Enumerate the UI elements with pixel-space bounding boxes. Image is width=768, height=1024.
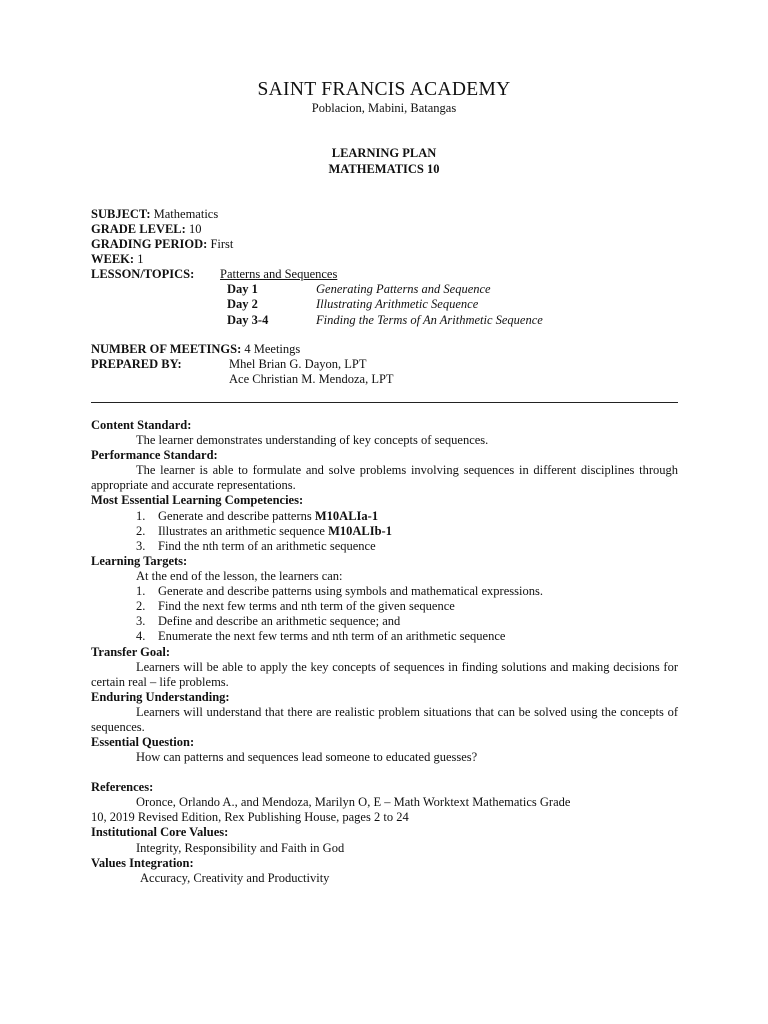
core-values-heading: Institutional Core Values: (91, 825, 229, 839)
melc-code: M10ALIa-1 (314, 509, 379, 523)
subject-label: SUBJECT: (91, 207, 151, 221)
core-values-text: Integrity, Responsibility and Faith in God (136, 841, 345, 855)
target-item (136, 599, 455, 614)
period-value: First (210, 237, 234, 251)
grade-value: 10 (188, 222, 202, 236)
school-name: SAINT FRANCIS ACADEMY (257, 79, 511, 100)
target-number: 1. (136, 584, 146, 598)
target-number: 3. (136, 614, 146, 628)
melc-item (136, 509, 378, 524)
day-topic: Generating Patterns and Sequence (316, 282, 491, 296)
performance-standard-text: The learner is able to formulate and solve problems involving sequences in different disciplines through appropriate and accurate representations. (91, 463, 678, 492)
period-label: GRADING PERIOD: (91, 237, 208, 251)
meetings-label: NUMBER OF MEETINGS: (91, 342, 242, 356)
lesson-label: LESSON/TOPICS: (91, 267, 195, 281)
references-heading: References: (91, 780, 154, 794)
day-label: Day 1 (227, 282, 258, 296)
melc-heading: Most Essential Learning Competencies: (91, 493, 304, 507)
week-line (91, 252, 143, 267)
day-label: Day 3-4 (227, 313, 269, 327)
school-address: Poblacion, Mabini, Batangas (311, 101, 457, 115)
period-line (91, 237, 233, 252)
targets-heading: Learning Targets: (91, 554, 188, 568)
melc-text: Find the nth term of an arithmetic sequence (158, 539, 376, 553)
melc-text: Generate and describe patterns (158, 509, 312, 523)
enduring-understanding-text: Learners will understand that there are realistic problem situations that can be solved using the concepts of sequences. (91, 705, 678, 734)
subject-value: Mathematics (153, 207, 219, 221)
reference-line: Oronce, Orlando A., and Mendoza, Marilyn O, E – Math Worktext Mathematics Grade (136, 795, 571, 809)
targets-intro: At the end of the lesson, the learners can: (136, 569, 343, 583)
grade-line (91, 222, 201, 237)
melc-item (136, 539, 376, 554)
essential-question-heading: Essential Question: (91, 735, 195, 749)
melc-number: 3. (136, 539, 146, 553)
values-integration-text: Accuracy, Creativity and Productivity (140, 871, 330, 885)
transfer-goal-text: Learners will be able to apply the key concepts of sequences in finding solutions and making decisions for certain real – life problems. (91, 660, 678, 689)
target-number: 4. (136, 629, 146, 643)
melc-number: 2. (136, 524, 146, 538)
preparer-name: Mhel Brian G. Dayon, LPT (229, 357, 367, 371)
essential-question-text: How can patterns and sequences lead someone to educated guesses? (136, 750, 478, 764)
week-value: 1 (137, 252, 144, 266)
plan-subject-title: MATHEMATICS 10 (328, 162, 440, 176)
transfer-goal-heading: Transfer Goal: (91, 645, 171, 659)
melc-item (136, 524, 392, 539)
melc-number: 1. (136, 509, 146, 523)
values-integration-heading: Values Integration: (91, 856, 194, 870)
subject-line (91, 207, 218, 222)
enduring-understanding-heading: Enduring Understanding: (91, 690, 230, 704)
melc-code: M10ALIb-1 (328, 524, 392, 538)
target-text: Generate and describe patterns using symbols and mathematical expressions. (158, 584, 543, 598)
melc-text: Illustrates an arithmetic sequence (158, 524, 325, 538)
lesson-value: Patterns and Sequences (220, 267, 338, 281)
section-divider (91, 402, 678, 403)
target-text: Find the next few terms and nth term of the given sequence (158, 599, 455, 613)
target-item (136, 629, 505, 644)
lesson-line (91, 267, 194, 282)
preparer-name: Ace Christian M. Mendoza, LPT (229, 372, 394, 386)
meetings-value: 4 Meetings (244, 342, 301, 356)
grade-label: GRADE LEVEL: (91, 222, 186, 236)
content-standard-text: The learner demonstrates understanding of key concepts of sequences. (136, 433, 489, 447)
target-text: Enumerate the next few terms and nth term of an arithmetic sequence (158, 629, 506, 643)
day-label: Day 2 (227, 297, 258, 311)
day-topic: Finding the Terms of An Arithmetic Sequence (316, 313, 543, 327)
day-topic: Illustrating Arithmetic Sequence (316, 297, 479, 311)
reference-line: 10, 2019 Revised Edition, Rex Publishing House, pages 2 to 24 (91, 810, 409, 824)
content-standard-heading: Content Standard: (91, 418, 192, 432)
target-item (136, 614, 400, 629)
target-item (136, 584, 543, 599)
performance-standard-heading: Performance Standard: (91, 448, 218, 462)
prepared-label: PREPARED BY: (91, 357, 182, 371)
week-label: WEEK: (91, 252, 135, 266)
target-text: Define and describe an arithmetic sequence; and (158, 614, 401, 628)
meetings-line (91, 342, 300, 357)
plan-title: LEARNING PLAN (331, 146, 437, 160)
target-number: 2. (136, 599, 146, 613)
